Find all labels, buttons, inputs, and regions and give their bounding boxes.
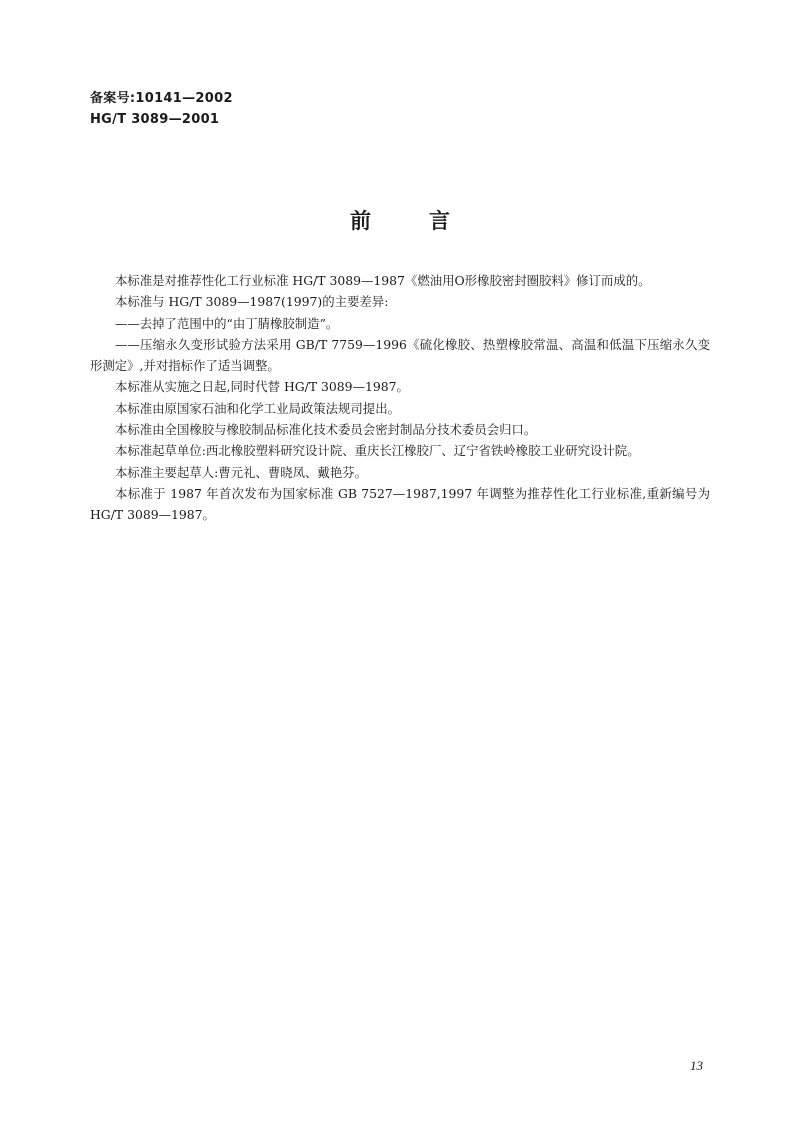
paragraph-revision: 本标准是对推荐性化工行业标准 HG/T 3089—1987《燃油用O形橡胶密封圈胶料》修订而成的。 [115, 273, 651, 288]
paragraph-difference-scope: ——去掉了范围中的“由丁腈橡胶制造”。 [115, 315, 339, 331]
paragraph-difference-test-method: ——压缩永久变形试验方法采用 GB/T 7759—1996《硫化橡胶、热塑橡胶常温、高温和低温下压缩永久变形测定》,并对指标作了适当调整。 [90, 336, 710, 374]
standard-code: HG/T 3089—2001 [90, 112, 220, 127]
paragraph-drafting-units: 本标准起草单位:西北橡胶塑料研究设计院、重庆长江橡胶厂、辽宁省铁岭橡胶工业研究设计院。 [115, 443, 640, 459]
paragraph-drafters: 本标准主要起草人:曹元礼、曹晓凤、戴艳芬。 [115, 464, 367, 480]
document-header [90, 88, 233, 130]
paragraph-replacement: 本标准从实施之日起,同时代替 HG/T 3089—1987。 [115, 379, 409, 395]
foreword-body [90, 270, 710, 526]
page-title: 前言 [350, 209, 508, 233]
page-number: 13 [690, 1058, 703, 1073]
paragraph-centralized-by: 本标准由全国橡胶与橡胶制品标准化技术委员会密封制品分技术委员会归口。 [115, 422, 537, 438]
paragraph-proposed-by: 本标准由原国家石油和化学工业局政策法规司提出。 [115, 400, 400, 416]
record-number: 备案号:10141—2002 [90, 91, 233, 106]
paragraph-differences: 本标准与 HG/T 3089—1987(1997)的主要差异: [115, 294, 389, 310]
paragraph-history: 本标准于 1987 年首次发布为国家标准 GB 7527—1987,1997 年调整为推荐性化工行业标准,重新编号为 HG/T 3089—1987。 [90, 485, 710, 523]
